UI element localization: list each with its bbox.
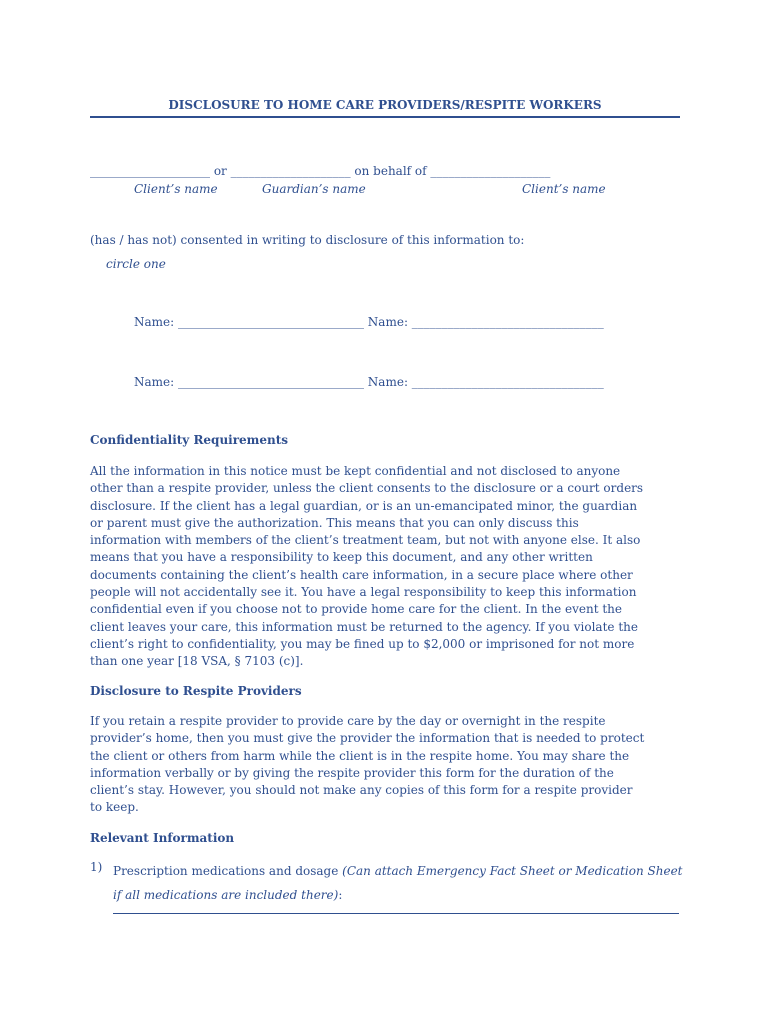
confidentiality-paragraph: All the information in this notice must be kept confidential and not disclosed to anyone other than a respite provider, unless the client consents to the disclosure or a court orders disclosure. If the client has a legal guardian, or is an un-emancipated minor, the guardian or parent must give the authorization. This means that you can only discuss this information with members of the client’s treatment team, but not with anyone else. It also means that you have a responsibility to keep this document, and any other written documents containing the client’s health care information, in a secure place where other people will not accidentally see it. You have a legal responsibility to keep this information confidential even if you choose not to provide home care for the client. In the event the client leaves your care, this information must be returned to the agency. If you violate the client’s right to confidentiality, you may be fined up to $2,000 or imprisoned for not more than one year [18 VSA, § 7103 (c)].: [90, 464, 644, 669]
circle-one-note: circle one: [106, 257, 166, 271]
item-number: 1): [90, 860, 103, 874]
confidentiality-heading: Confidentiality Requirements: [90, 433, 289, 447]
title-underline: [90, 116, 680, 118]
medications-item-text: Prescription medications and dosage: [113, 864, 343, 878]
document-title: DISCLOSURE TO HOME CARE PROVIDERS/RESPITE WORKERS: [168, 98, 602, 112]
consent-line: (has / has not) consented in writing to disclosure of this information to:: [90, 233, 525, 247]
recipient-names-row-1: Name: _______________________________ Name: ________________________________: [134, 315, 604, 329]
client-name-caption: Client’s name: [134, 182, 218, 196]
medications-item: [113, 860, 683, 907]
respite-disclosure-heading: Disclosure to Respite Providers: [90, 684, 302, 698]
medications-answer-line[interactable]: [113, 912, 679, 914]
medications-item-suffix: :: [338, 887, 343, 902]
behalf-client-name-caption: Client’s name: [522, 182, 606, 196]
respite-disclosure-paragraph: If you retain a respite provider to provide care by the day or overnight in the respite provider’s home, then you must give the provider the information that is needed to protect the client or others from harm while the client is in the respite home. You may share the information verbally or by giving the respite provider this form for the duration of the client’s stay. However, you should not make any copies of this form for a respite provider to keep.: [90, 714, 645, 815]
relevant-information-heading: Relevant Information: [90, 831, 235, 845]
guardian-name-caption: Guardian’s name: [262, 182, 366, 196]
recipient-names-row-2: Name: _______________________________ Name: ________________________________: [134, 375, 604, 389]
client-guardian-line: ____________________ or ____________________ on behalf of ____________________: [90, 164, 551, 178]
medications-item-note: (Can attach Emergency Fact Sheet or Medication Sheet if all medications are included there): [113, 864, 683, 902]
